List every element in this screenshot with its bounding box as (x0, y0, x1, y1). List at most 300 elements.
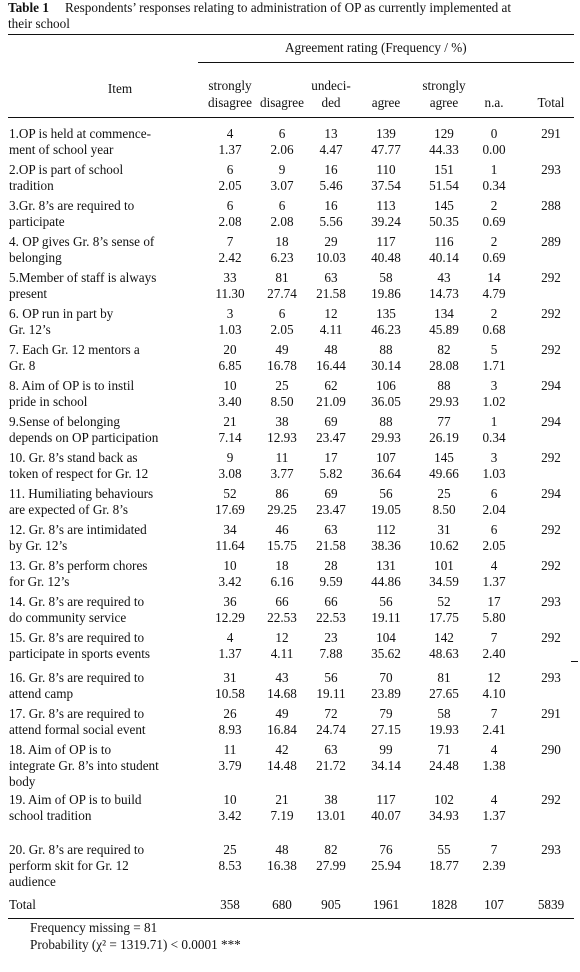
percent-cell: 1.37 (482, 574, 506, 589)
frequency-cell: 117 (376, 792, 396, 807)
frequency-cell: 69 (324, 486, 338, 501)
frequency-cell: 82 (437, 342, 451, 357)
item-line: 1.OP is held at commence- (9, 126, 151, 141)
percent-cell: 23.47 (316, 502, 346, 517)
item-text (9, 342, 199, 374)
frequency-cell: 31 (437, 522, 451, 537)
percent-cell: 2.05 (270, 322, 294, 337)
item-text (9, 792, 199, 824)
percent-cell: 2.41 (482, 722, 506, 737)
frequency-cell: 25 (223, 842, 237, 857)
percent-cell: 3.77 (270, 466, 294, 481)
percent-cell: 3.42 (218, 808, 242, 823)
item-line: participate in sports events (9, 646, 150, 662)
frequency-cell: 7 (490, 842, 498, 857)
percent-cell: 4.11 (319, 322, 343, 337)
total-cell: 680 (272, 897, 292, 912)
percent-cell: 11.30 (215, 286, 245, 301)
item-text (9, 126, 199, 158)
frequency-cell: 2 (490, 306, 498, 321)
item-line: Gr. 12’s (9, 322, 51, 338)
percent-cell: 4.10 (482, 686, 506, 701)
frequency-cell: 34 (223, 522, 237, 537)
percent-cell: 7.88 (319, 646, 343, 661)
percent-cell: 27.99 (316, 858, 346, 873)
item-text (9, 594, 199, 626)
header-rule (8, 117, 574, 118)
percent-cell: 0.34 (482, 178, 506, 193)
frequency-cell: 11 (223, 742, 237, 757)
percent-cell: 11.64 (215, 538, 245, 553)
item-line: attend formal social event (9, 722, 146, 738)
frequency-cell: 63 (324, 270, 338, 285)
percent-cell: 36.05 (371, 394, 401, 409)
footnote-probability: Probability (χ² = 1319.71) < 0.0001 *** (30, 937, 241, 952)
frequency-cell: 7 (490, 706, 498, 721)
item-line: 7. Each Gr. 12 mentors a (9, 342, 140, 357)
item-line: are expected of Gr. 8’s (9, 502, 129, 518)
frequency-cell: 72 (324, 706, 338, 721)
frequency-cell: 4 (490, 558, 498, 573)
footnote-missing: Frequency missing = 81 (30, 920, 158, 935)
item-text (9, 270, 199, 302)
percent-cell: 25.94 (371, 858, 401, 873)
percent-cell: 2.05 (218, 178, 242, 193)
percent-cell: 8.50 (270, 394, 294, 409)
frequency-cell: 88 (437, 378, 451, 393)
row-total: 293 (541, 842, 561, 857)
frequency-cell: 33 (223, 270, 237, 285)
item-text (9, 522, 199, 554)
percent-cell: 10.03 (316, 250, 346, 265)
percent-cell: 29.25 (267, 502, 297, 517)
item-text (9, 742, 199, 791)
row-total: 288 (541, 198, 561, 213)
item-line: 11. Humiliating behaviours (9, 486, 154, 501)
item-line: belonging (9, 250, 62, 266)
item-line: 5.Member of staff is always (9, 270, 157, 285)
item-line: school tradition (9, 808, 92, 824)
caption-line-2: their school (8, 16, 70, 31)
item-line: 3.Gr. 8’s are required to (9, 198, 135, 213)
percent-cell: 19.05 (371, 502, 401, 517)
row-total: 293 (541, 670, 561, 685)
percent-cell: 2.40 (482, 646, 506, 661)
row-total: 292 (541, 522, 561, 537)
percent-cell: 39.24 (371, 214, 401, 229)
percent-cell: 48.63 (429, 646, 459, 661)
item-line: 13. Gr. 8’s perform chores (9, 558, 148, 573)
percent-cell: 19.11 (316, 686, 346, 701)
table-caption (8, 0, 578, 32)
item-line: 12. Gr. 8’s are intimidated (9, 522, 147, 537)
frequency-cell: 14 (487, 270, 501, 285)
item-text (9, 450, 199, 482)
percent-cell: 10.58 (215, 686, 245, 701)
frequency-cell: 56 (324, 670, 338, 685)
frequency-cell: 23 (324, 630, 338, 645)
frequency-cell: 3 (226, 306, 234, 321)
item-line: 16. Gr. 8’s are required to (9, 670, 145, 685)
percent-cell: 24.74 (316, 722, 346, 737)
percent-cell: 40.14 (429, 250, 459, 265)
percent-cell: 17.75 (429, 610, 459, 625)
item-text (9, 234, 199, 266)
table-label: Table 1 (8, 0, 49, 15)
column-header: Total (537, 95, 565, 110)
frequency-cell: 16 (324, 198, 338, 213)
group-header: Agreement rating (Frequency / %) (285, 40, 467, 55)
frequency-cell: 31 (223, 670, 237, 685)
item-line: Gr. 8 (9, 358, 36, 374)
frequency-cell: 7 (226, 234, 234, 249)
percent-cell: 6.23 (270, 250, 294, 265)
percent-cell: 3.08 (218, 466, 242, 481)
frequency-cell: 10 (223, 378, 237, 393)
frequency-cell: 11 (275, 450, 289, 465)
frequency-cell: 12 (487, 670, 501, 685)
percent-cell: 44.33 (429, 142, 459, 157)
frequency-cell: 10 (223, 558, 237, 573)
frequency-cell: 56 (379, 594, 393, 609)
percent-cell: 0.68 (482, 322, 506, 337)
frequency-cell: 26 (223, 706, 237, 721)
item-line: pride in school (9, 394, 88, 410)
percent-cell: 9.59 (319, 574, 343, 589)
percent-cell: 8.93 (218, 722, 242, 737)
item-line: audience (9, 874, 56, 890)
item-line: tradition (9, 178, 54, 194)
percent-cell: 3.07 (270, 178, 294, 193)
percent-cell: 5.80 (482, 610, 506, 625)
item-text (9, 630, 199, 662)
column-header: disagree (260, 95, 304, 110)
percent-cell: 2.39 (482, 858, 506, 873)
frequency-cell: 2 (490, 234, 498, 249)
row-total: 294 (541, 414, 561, 429)
frequency-cell: 69 (324, 414, 338, 429)
item-line: 10. Gr. 8’s stand back as (9, 450, 138, 465)
frequency-cell: 12 (275, 630, 289, 645)
frequency-cell: 101 (434, 558, 454, 573)
percent-cell: 30.14 (371, 358, 401, 373)
percent-cell: 18.77 (429, 858, 459, 873)
column-header: ded (321, 95, 341, 110)
percent-cell: 16.38 (267, 858, 297, 873)
item-line: for Gr. 12’s (9, 574, 70, 590)
column-header: agree (371, 95, 401, 110)
frequency-cell: 142 (434, 630, 454, 645)
row-total: 291 (541, 126, 561, 141)
frequency-cell: 88 (379, 414, 393, 429)
item-line: attend camp (9, 686, 74, 702)
frequency-cell: 58 (437, 706, 451, 721)
frequency-cell: 3 (490, 378, 498, 393)
percent-cell: 0.00 (482, 142, 506, 157)
row-total: 292 (541, 450, 561, 465)
frequency-cell: 18 (275, 234, 289, 249)
frequency-cell: 9 (278, 162, 286, 177)
percent-cell: 40.48 (371, 250, 401, 265)
frequency-cell: 42 (275, 742, 289, 757)
percent-cell: 21.72 (316, 758, 346, 773)
frequency-cell: 25 (275, 378, 289, 393)
percent-cell: 0.69 (482, 250, 506, 265)
frequency-cell: 4 (226, 630, 234, 645)
frequency-cell: 12 (324, 306, 338, 321)
percent-cell: 23.47 (316, 430, 346, 445)
percent-cell: 47.77 (371, 142, 401, 157)
percent-cell: 1.37 (218, 646, 242, 661)
frequency-cell: 46 (275, 522, 289, 537)
column-header: disagree (208, 95, 252, 110)
percent-cell: 1.37 (218, 142, 242, 157)
frequency-cell: 29 (324, 234, 338, 249)
percent-cell: 27.15 (371, 722, 401, 737)
percent-cell: 16.44 (316, 358, 346, 373)
row-total: 292 (541, 630, 561, 645)
row-total: 292 (541, 342, 561, 357)
percent-cell: 49.66 (429, 466, 459, 481)
frequency-cell: 6 (490, 522, 498, 537)
row-total: 289 (541, 234, 561, 249)
item-text (9, 706, 199, 738)
frequency-cell: 52 (437, 594, 451, 609)
frequency-cell: 17 (487, 594, 501, 609)
percent-cell: 38.36 (371, 538, 401, 553)
column-header: n.a. (484, 95, 504, 110)
frequency-cell: 71 (437, 742, 451, 757)
percent-cell: 14.48 (267, 758, 297, 773)
percent-cell: 2.06 (270, 142, 294, 157)
item-text (9, 842, 199, 891)
percent-cell: 46.23 (371, 322, 401, 337)
percent-cell: 19.93 (429, 722, 459, 737)
frequency-cell: 102 (434, 792, 454, 807)
percent-cell: 1.37 (482, 808, 506, 823)
item-line: depends on OP participation (9, 430, 159, 446)
percent-cell: 2.08 (270, 214, 294, 229)
total-label: Total (9, 897, 36, 912)
frequency-cell: 99 (379, 742, 393, 757)
percent-cell: 8.53 (218, 858, 242, 873)
frequency-cell: 17 (324, 450, 338, 465)
frequency-cell: 20 (223, 342, 237, 357)
item-line: perform skit for Gr. 12 (9, 858, 129, 874)
frequency-cell: 4 (226, 126, 234, 141)
percent-cell: 12.93 (267, 430, 297, 445)
percent-cell: 27.65 (429, 686, 459, 701)
frequency-cell: 6 (226, 162, 234, 177)
item-line: integrate Gr. 8’s into student (9, 758, 159, 774)
frequency-cell: 81 (275, 270, 289, 285)
frequency-cell: 6 (226, 198, 234, 213)
percent-cell: 17.69 (215, 502, 245, 517)
item-text (9, 414, 199, 446)
frequency-cell: 10 (223, 792, 237, 807)
item-header: Item (107, 81, 133, 96)
percent-cell: 7.19 (270, 808, 294, 823)
percent-cell: 27.74 (267, 286, 297, 301)
percent-cell: 29.93 (371, 430, 401, 445)
percent-cell: 1.71 (482, 358, 506, 373)
percent-cell: 29.93 (429, 394, 459, 409)
row-total: 294 (541, 486, 561, 501)
item-line: 6. OP run in part by (9, 306, 114, 321)
frequency-cell: 70 (379, 670, 393, 685)
percent-cell: 44.86 (371, 574, 401, 589)
frequency-cell: 48 (275, 842, 289, 857)
frequency-cell: 77 (437, 414, 451, 429)
caption-line-1: Respondents’ responses relating to administration of OP as currently implemented at (65, 0, 512, 15)
item-text (9, 486, 199, 518)
margin-tick (571, 661, 578, 662)
percent-cell: 6.16 (270, 574, 294, 589)
frequency-cell: 18 (275, 558, 289, 573)
percent-cell: 1.02 (482, 394, 506, 409)
item-line: 17. Gr. 8’s are required to (9, 706, 145, 721)
percent-cell: 14.68 (267, 686, 297, 701)
percent-cell: 51.54 (429, 178, 459, 193)
item-line: 15. Gr. 8’s are required to (9, 630, 145, 645)
frequency-cell: 6 (278, 198, 286, 213)
percent-cell: 19.86 (371, 286, 401, 301)
percent-cell: 2.04 (482, 502, 506, 517)
frequency-cell: 0 (490, 126, 498, 141)
percent-cell: 34.93 (429, 808, 459, 823)
row-total: 292 (541, 270, 561, 285)
item-line: token of respect for Gr. 12 (9, 466, 149, 482)
frequency-cell: 58 (379, 270, 393, 285)
percent-cell: 37.54 (371, 178, 401, 193)
frequency-cell: 13 (324, 126, 338, 141)
column-header-line1: strongly (208, 78, 252, 93)
frequency-cell: 131 (376, 558, 396, 573)
frequency-cell: 4 (490, 792, 498, 807)
percent-cell: 1.03 (482, 466, 506, 481)
frequency-cell: 116 (434, 234, 454, 249)
frequency-cell: 3 (490, 450, 498, 465)
percent-cell: 3.79 (218, 758, 242, 773)
item-line: 14. Gr. 8’s are required to (9, 594, 145, 609)
row-total: 290 (541, 742, 561, 757)
percent-cell: 36.64 (371, 466, 401, 481)
percent-cell: 4.47 (319, 142, 343, 157)
percent-cell: 5.46 (319, 178, 343, 193)
percent-cell: 34.14 (371, 758, 401, 773)
item-line: 4. OP gives Gr. 8’s sense of (9, 234, 155, 249)
frequency-cell: 36 (223, 594, 237, 609)
percent-cell: 1.38 (482, 758, 506, 773)
frequency-cell: 104 (376, 630, 396, 645)
frequency-cell: 25 (437, 486, 451, 501)
frequency-cell: 55 (437, 842, 451, 857)
item-text (9, 162, 199, 194)
item-line: 19. Aim of OP is to build (9, 792, 142, 807)
item-line: 8. Aim of OP is to instil (9, 378, 135, 393)
item-line: 9.Sense of belonging (9, 414, 120, 429)
row-total: 292 (541, 306, 561, 321)
column-header-line1: strongly (422, 78, 466, 93)
frequency-cell: 129 (434, 126, 454, 141)
percent-cell: 15.75 (267, 538, 297, 553)
frequency-cell: 112 (376, 522, 396, 537)
item-text (9, 306, 199, 338)
percent-cell: 26.19 (429, 430, 459, 445)
frequency-cell: 28 (324, 558, 338, 573)
total-cell: 1961 (372, 897, 400, 912)
frequency-cell: 6 (278, 306, 286, 321)
frequency-cell: 145 (434, 198, 454, 213)
row-total: 294 (541, 378, 561, 393)
percent-cell: 16.78 (267, 358, 297, 373)
item-text (9, 558, 199, 590)
percent-cell: 34.59 (429, 574, 459, 589)
percent-cell: 23.89 (371, 686, 401, 701)
percent-cell: 45.89 (429, 322, 459, 337)
percent-cell: 5.82 (319, 466, 343, 481)
percent-cell: 3.42 (218, 574, 242, 589)
percent-cell: 12.29 (215, 610, 245, 625)
total-cell: 358 (220, 897, 240, 912)
percent-cell: 8.50 (432, 502, 456, 517)
percent-cell: 16.84 (267, 722, 297, 737)
percent-cell: 19.11 (371, 610, 401, 625)
frequency-cell: 66 (324, 594, 338, 609)
percent-cell: 24.48 (429, 758, 459, 773)
frequency-cell: 88 (379, 342, 393, 357)
percent-cell: 40.07 (371, 808, 401, 823)
frequency-cell: 86 (275, 486, 289, 501)
column-header: agree (429, 95, 459, 110)
row-total: 293 (541, 162, 561, 177)
frequency-cell: 6 (278, 126, 286, 141)
item-line: participate (9, 214, 65, 230)
frequency-cell: 2 (490, 198, 498, 213)
item-line: do community service (9, 610, 127, 626)
row-total: 292 (541, 792, 561, 807)
percent-cell: 1.03 (218, 322, 242, 337)
frequency-cell: 21 (275, 792, 289, 807)
frequency-cell: 4 (490, 742, 498, 757)
percent-cell: 5.56 (319, 214, 343, 229)
percent-cell: 28.08 (429, 358, 459, 373)
frequency-cell: 21 (223, 414, 237, 429)
column-header-line1: undeci- (311, 78, 351, 93)
percent-cell: 0.69 (482, 214, 506, 229)
frequency-cell: 110 (376, 162, 396, 177)
frequency-cell: 56 (379, 486, 393, 501)
frequency-cell: 38 (275, 414, 289, 429)
percent-cell: 2.42 (218, 250, 242, 265)
frequency-cell: 62 (324, 378, 338, 393)
frequency-cell: 5 (490, 342, 498, 357)
frequency-cell: 43 (275, 670, 289, 685)
row-total: 292 (541, 558, 561, 573)
percent-cell: 4.11 (270, 646, 294, 661)
percent-cell: 0.34 (482, 430, 506, 445)
percent-cell: 50.35 (429, 214, 459, 229)
item-text (9, 198, 199, 230)
frequency-cell: 63 (324, 522, 338, 537)
total-cell: 1828 (430, 897, 458, 912)
total-cell: 107 (484, 897, 504, 912)
frequency-cell: 49 (275, 706, 289, 721)
frequency-cell: 63 (324, 742, 338, 757)
percent-cell: 35.62 (371, 646, 401, 661)
percent-cell: 13.01 (316, 808, 346, 823)
item-text (9, 670, 199, 702)
